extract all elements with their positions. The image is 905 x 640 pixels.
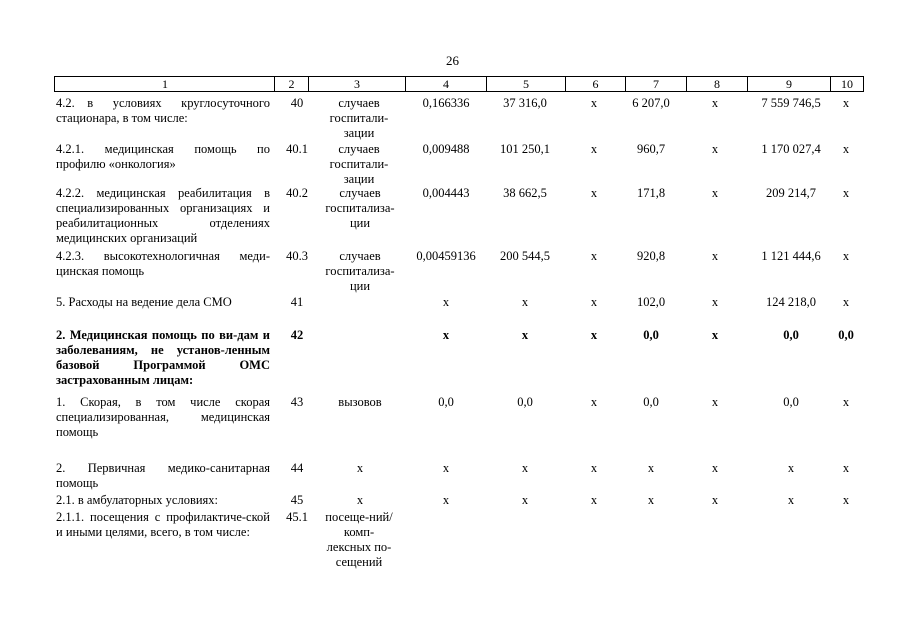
cell-col-9: 124 218,0 <box>766 295 816 309</box>
cell-col-7: 171,8 <box>636 186 666 200</box>
cell-col-7: 960,7 <box>636 142 666 156</box>
cell-col-5: 0,0 <box>517 395 533 409</box>
cell-col-9: 0,0 <box>783 328 799 342</box>
cell-col-10: х <box>842 461 850 475</box>
cell-col-5: х <box>521 493 529 507</box>
cell-col-4: 0,166336 <box>422 96 470 110</box>
cell-col-9: х <box>787 493 795 507</box>
row-label: 2. Медицинская помощь по ви-дам и заболеваниям, не установ-ленным базовой Программой ОМС застрахованным лицам: <box>56 328 270 387</box>
cell-col-9: х <box>787 461 795 475</box>
cell-col-9: 1 121 444,6 <box>761 249 821 263</box>
row-label: 2.1.1. посещения с профилактиче-ской и иными целями, всего, в том числе: <box>56 510 270 539</box>
cell-col-8: х <box>711 328 719 342</box>
cell-col-6: х <box>590 142 598 156</box>
header-col-1: 1 <box>162 77 168 91</box>
row-number: 44 <box>290 461 304 475</box>
row-number: 42 <box>290 328 304 342</box>
cell-col-4: х <box>442 493 450 507</box>
cell-col-8: х <box>711 186 719 200</box>
cell-col-10: 0,0 <box>838 328 854 342</box>
cell-col-4: х <box>442 328 450 342</box>
cell-col-8: х <box>711 249 719 263</box>
row-label: 4.2. в условиях круглосуточного стационара, в том числе: <box>56 96 270 125</box>
row-number: 40.3 <box>286 249 308 263</box>
cell-col-8: х <box>711 395 719 409</box>
cell-col-9: 7 559 746,5 <box>761 96 821 110</box>
cell-col-5: 200 544,5 <box>500 249 550 263</box>
row-unit: случаев госпитализа-ции <box>325 186 395 230</box>
cell-col-5: 101 250,1 <box>500 142 550 156</box>
row-unit: случаев госпитализа-ции <box>325 249 395 293</box>
cell-col-4: х <box>442 461 450 475</box>
header-col-4: 4 <box>443 77 449 91</box>
cell-col-4: х <box>442 295 450 309</box>
cell-col-6: х <box>590 186 598 200</box>
cell-col-8: х <box>711 493 719 507</box>
cell-col-10: х <box>842 395 850 409</box>
cell-col-6: х <box>590 96 598 110</box>
cell-col-9: 1 170 027,4 <box>761 142 821 156</box>
cell-col-9: 0,0 <box>783 395 799 409</box>
row-number: 43 <box>290 395 304 409</box>
row-label: 1. Скорая, в том числе скорая специализированная, медицинская помощь <box>56 395 270 439</box>
header-col-9: 9 <box>786 77 792 91</box>
row-unit: случаев госпитали-зации <box>329 96 389 140</box>
row-label: 4.2.2. медицинская реабилитация в специализированных организациях и реабилитационных отделениях медицинских организаций <box>56 186 270 245</box>
row-number: 41 <box>290 295 304 309</box>
row-number: 40.2 <box>286 186 308 200</box>
cell-col-4: 0,004443 <box>422 186 470 200</box>
cell-col-10: х <box>842 96 850 110</box>
cell-col-7: х <box>647 493 655 507</box>
cell-col-6: х <box>590 295 598 309</box>
header-col-7: 7 <box>653 77 659 91</box>
cell-col-10: х <box>842 295 850 309</box>
cell-col-4: 0,00459136 <box>416 249 476 263</box>
cell-col-5: х <box>521 295 529 309</box>
cell-col-5: 37 316,0 <box>503 96 547 110</box>
row-number: 45.1 <box>286 510 308 524</box>
row-unit: х <box>356 461 364 475</box>
cell-col-7: х <box>647 461 655 475</box>
header-col-6: 6 <box>592 77 599 91</box>
cell-col-4: 0,009488 <box>422 142 470 156</box>
cell-col-7: 920,8 <box>636 249 666 263</box>
row-unit: случаев госпитали-зации <box>329 142 389 186</box>
cell-col-5: 38 662,5 <box>503 186 547 200</box>
row-label: 2. Первичная медико-санитарная помощь <box>56 461 270 490</box>
cell-col-8: х <box>711 461 719 475</box>
row-label: 4.2.3. высокотехнологичная меди-цинская помощь <box>56 249 270 278</box>
cell-col-7: 0,0 <box>643 328 659 342</box>
row-label: 2.1. в амбулаторных условиях: <box>56 493 219 507</box>
header-col-10: 10 <box>841 77 853 91</box>
cell-col-7: 102,0 <box>636 295 666 309</box>
row-unit: посеще-ний/комп-лексных по-сещений <box>325 510 393 569</box>
cell-col-10: х <box>842 186 850 200</box>
cell-col-10: х <box>842 249 850 263</box>
cell-col-8: х <box>711 295 719 309</box>
cell-col-9: 209 214,7 <box>766 186 816 200</box>
cell-col-6: х <box>590 249 598 263</box>
cell-col-5: х <box>521 328 529 342</box>
cell-col-10: х <box>842 142 850 156</box>
row-number: 40 <box>290 96 304 110</box>
cell-col-7: 0,0 <box>643 395 659 409</box>
row-number: 45 <box>290 493 304 507</box>
header-col-3: 3 <box>354 77 360 91</box>
header-col-5: 5 <box>523 77 529 91</box>
cell-col-5: х <box>521 461 529 475</box>
row-unit: х <box>356 493 364 507</box>
row-unit: вызовов <box>338 395 382 409</box>
row-label: 5. Расходы на ведение дела СМО <box>56 295 232 309</box>
cell-col-4: 0,0 <box>438 395 454 409</box>
cell-col-7: 6 207,0 <box>632 96 670 110</box>
header-col-8: 8 <box>714 77 720 91</box>
cell-col-10: х <box>842 493 850 507</box>
cell-col-8: х <box>711 96 719 110</box>
cell-col-6: х <box>590 493 598 507</box>
page-number: 26 <box>446 53 459 68</box>
header-col-2: 2 <box>288 77 295 91</box>
cell-col-6: х <box>590 395 598 409</box>
table-header <box>54 76 864 92</box>
cell-col-6: х <box>590 328 598 342</box>
cell-col-8: х <box>711 142 719 156</box>
row-label: 4.2.1. медицинская помощь по профилю «онкология» <box>56 142 270 171</box>
row-number: 40.1 <box>286 142 308 156</box>
cell-col-6: х <box>590 461 598 475</box>
